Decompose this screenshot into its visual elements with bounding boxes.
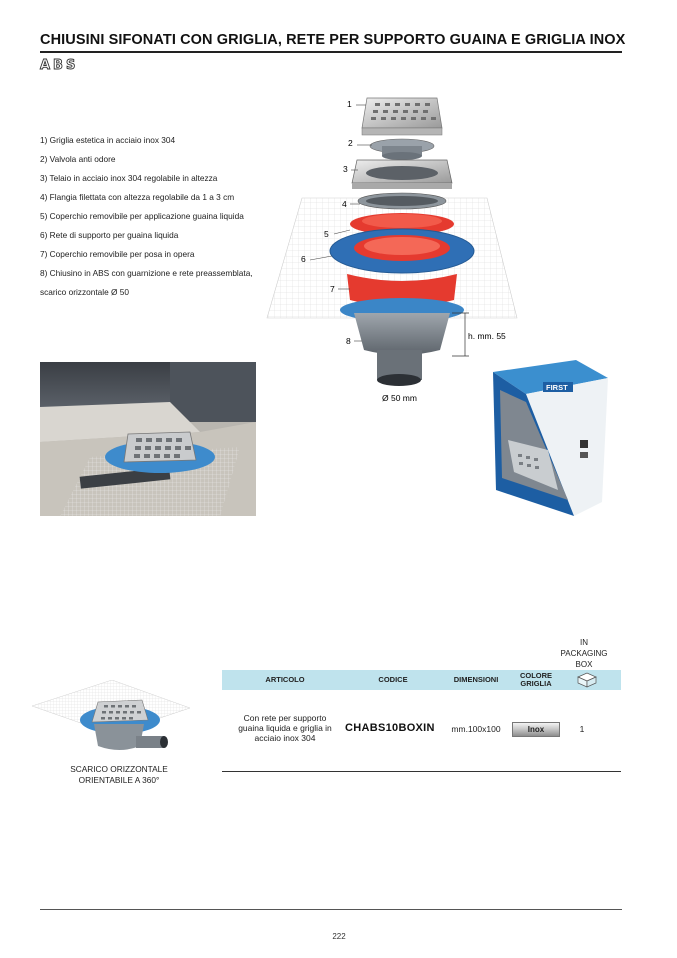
column-dimensioni: DIMENSIONI [453,675,499,684]
packaging-box-icon [562,670,612,690]
callout-5: 5 [324,229,329,239]
feature-item: 5) Coperchio removibile per applicazione guaina liquida [40,211,244,221]
drain-body [340,298,464,386]
installation-photo [40,362,256,516]
cell-colore-swatch: Inox [512,722,560,737]
feature-item: 8) Chiusino in ABS con guarnizione e rete preassemblata, [40,268,253,278]
flange-part [358,193,446,209]
cell-packaging-qty: 1 [579,724,585,734]
footer-divider [40,909,622,910]
callout-7: 7 [330,284,335,294]
feature-list [40,131,280,302]
table-row-divider [222,771,621,772]
callout-3: 3 [343,164,348,174]
product-image [32,680,190,760]
valve-part [370,139,434,160]
feature-item: 7) Coperchio removibile per posa in opera [40,249,195,259]
feature-item: 6) Rete di supporto per guaina liquida [40,230,179,240]
height-dimension-line [452,313,469,356]
product-caption: SCARICO ORIZZONTALE ORIENTABILE A 360° [70,764,168,785]
packaging-brand: FIRST [546,383,568,392]
height-note: h. mm. 55 [468,331,506,341]
callout-6: 6 [301,254,306,264]
grate-part [362,98,442,135]
cell-codice: CHABS10BOXIN [345,722,435,734]
page-number: 222 [332,932,346,941]
callout-4: 4 [342,199,347,209]
page-title: CHIUSINI SIFONATI CON GRIGLIA, RETE PER SUPPORTO GUAINA E GRIGLIA INOX [40,32,626,48]
packaging-column-header: IN PACKAGING BOX [560,638,608,669]
support-mesh-ring [330,229,474,273]
cell-articolo: Con rete per supporto guaina liquida e griglia in acciaio inox 304 [238,713,332,743]
packaging-box-image [488,360,610,520]
column-colore-griglia: COLORE GRIGLIA [519,671,553,688]
callout-8: 8 [346,336,351,346]
feature-item: 3) Telaio in acciaio inox 304 regolabile in altezza [40,173,218,183]
material-label: ABS [40,58,79,73]
frame-part [352,160,452,189]
column-codice: CODICE [378,675,408,684]
callout-2: 2 [348,138,353,148]
callout-1: 1 [347,99,352,109]
cell-dimensioni: mm.100x100 [451,724,501,734]
feature-item: 1) Griglia estetica in acciaio inox 304 [40,135,176,145]
feature-item: scarico orizzontale Ø 50 [40,287,130,297]
diameter-note: Ø 50 mm [382,393,417,403]
product-table-header [222,670,621,690]
title-divider [40,51,622,53]
feature-item: 2) Valvola anti odore [40,154,116,164]
feature-item: 4) Flangia filettata con altezza regolabile da 1 a 3 cm [40,192,235,202]
column-articolo: ARTICOLO [265,675,305,684]
